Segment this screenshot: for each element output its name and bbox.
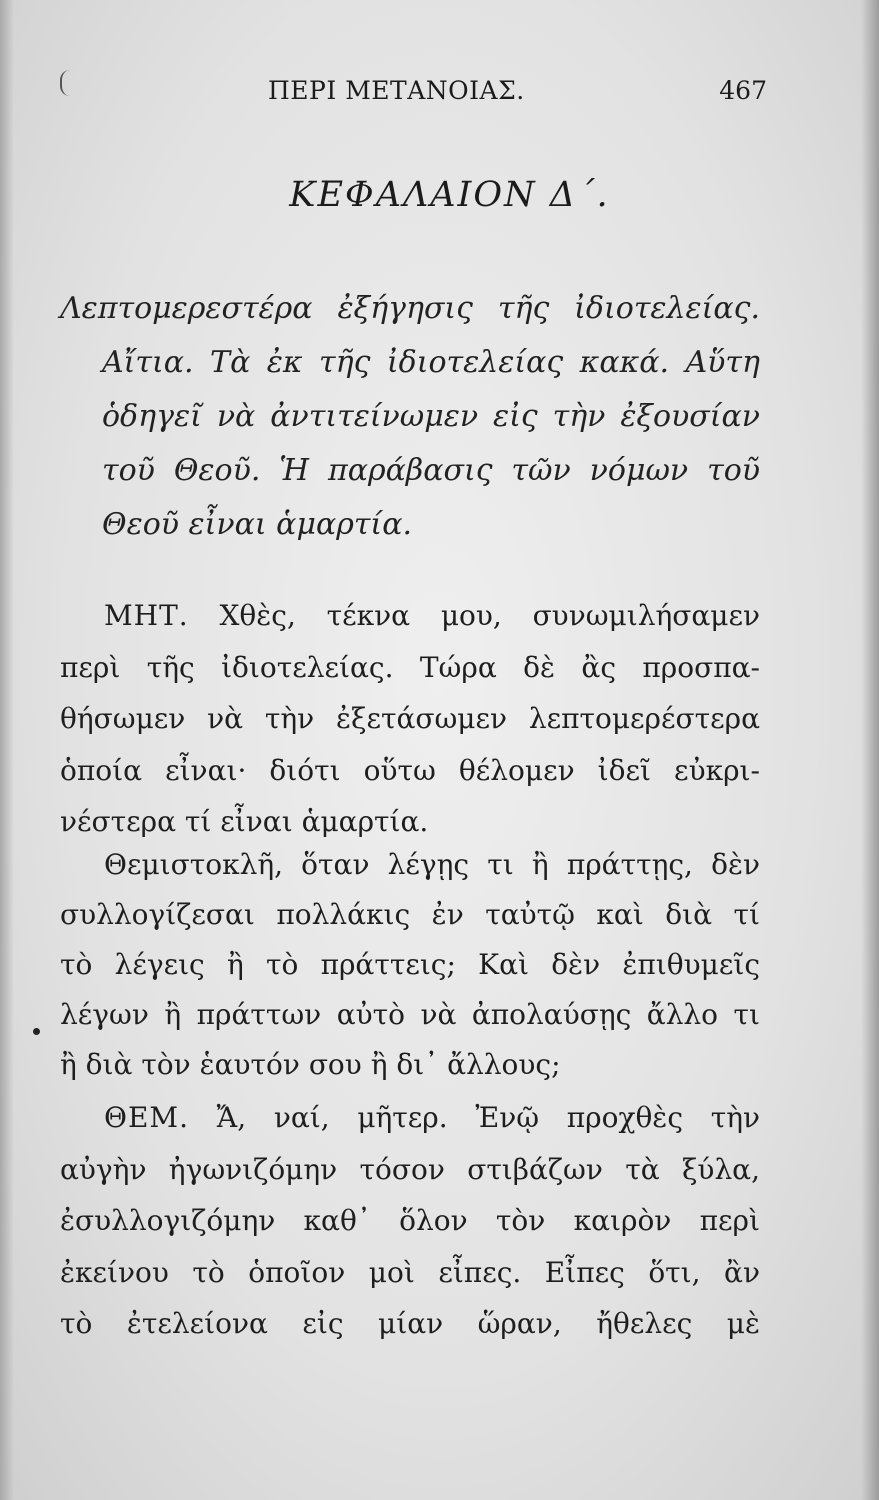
paragraph-line: αὐγὴν ἠγωνιζόμην τόσον στιβάζων τὰ ξύλα,: [60, 1152, 760, 1186]
summary-line: ὁδηγεῖ νὰ ἀντιτείνωμεν εἰς τὴν ἐξουσίαν: [102, 399, 760, 434]
paragraph-line: [60, 590, 760, 642]
page-left-edge-shadow: [0, 0, 14, 1500]
paragraph-mother: [60, 590, 760, 848]
chapter-summary: [60, 282, 760, 552]
speaker-label: ΘΕΜ.: [104, 1101, 189, 1134]
paragraph-line: Θεμιστοκλῆ, ὅταν λέγῃς τι ἢ πράττῃς, δὲν: [104, 848, 760, 881]
paragraph-line: τὸ ἐτελείονα εἰς μίαν ὥραν, ἤθελες μὲ: [60, 1307, 760, 1340]
paragraph-line: περὶ τῆς ἰδιοτελείας. Τώρα δὲ ἂς προσπα-: [60, 650, 760, 684]
paragraph-line: συλλογίζεσαι πολλάκις ἐν ταὐτῷ καὶ διὰ τί: [60, 898, 760, 931]
page-number: 467: [719, 76, 767, 105]
margin-dot: [33, 1028, 40, 1035]
paragraph-line: ἐσυλλογιζόμην καθ᾽ ὅλον τὸν καιρὸν περὶ: [60, 1204, 760, 1237]
summary-line: Θεοῦ εἶναι ἁμαρτία.: [102, 507, 412, 542]
paragraph-line: τὸ λέγεις ἢ τὸ πράττεις; Καὶ δὲν ἐπιθυμεῖς: [60, 948, 760, 981]
margin-mark: [60, 70, 72, 96]
running-title: ΠΕΡΙ ΜΕΤΑΝΟΙΑΣ.: [268, 76, 525, 105]
paragraph-line: νέστερα τί εἶναι ἁμαρτία.: [60, 805, 429, 838]
paragraph-line: λέγων ἢ πράττων αὐτὸ νὰ ἀπολαύσῃς ἄλλο τι: [60, 998, 760, 1031]
running-header: [268, 72, 767, 112]
summary-line: τοῦ Θεοῦ. Ἡ παράβασις τῶν νόμων τοῦ: [102, 453, 760, 488]
paragraph-line: [60, 1092, 760, 1144]
paragraph-themistocles: [60, 1092, 760, 1350]
page-right-edge-shadow: [861, 0, 879, 1500]
chapter-title: ΚΕΦΑΛΑΙΟΝ Δ΄.: [289, 175, 610, 215]
speaker-label: ΜΗΤ.: [104, 599, 189, 632]
paragraph-line: ὁποία εἶναι· διότι οὕτω θέλομεν ἰδεῖ εὐκρι-: [60, 753, 760, 787]
paragraph-line: θήσωμεν νὰ τὴν ἐξετάσωμεν λεπτομερέστερα: [60, 702, 760, 735]
summary-line: Αἴτια. Τὰ ἐκ τῆς ἰδιοτελείας κακά. Αὕτη: [102, 345, 760, 380]
paragraph-question: [60, 840, 760, 1090]
paragraph-line-text: Χθὲς, τέκνα μου, συνωμιλήσαμεν: [219, 599, 760, 632]
paragraph-line-text: Ἄ, ναί, μῆτερ. Ἐνῷ προχθὲς τὴν: [216, 1101, 760, 1134]
paragraph-line: ἐκείνου τὸ ὁποῖον μοὶ εἶπες. Εἶπες ὅτι, ἂν: [60, 1255, 760, 1289]
summary-line: Λεπτομερεστέρα ἐξήγησις τῆς ἰδιοτελείας.: [60, 291, 760, 326]
paragraph-line: ἢ διὰ τὸν ἑαυτόν σου ἢ δι᾽ ἄλλους;: [60, 1048, 561, 1081]
